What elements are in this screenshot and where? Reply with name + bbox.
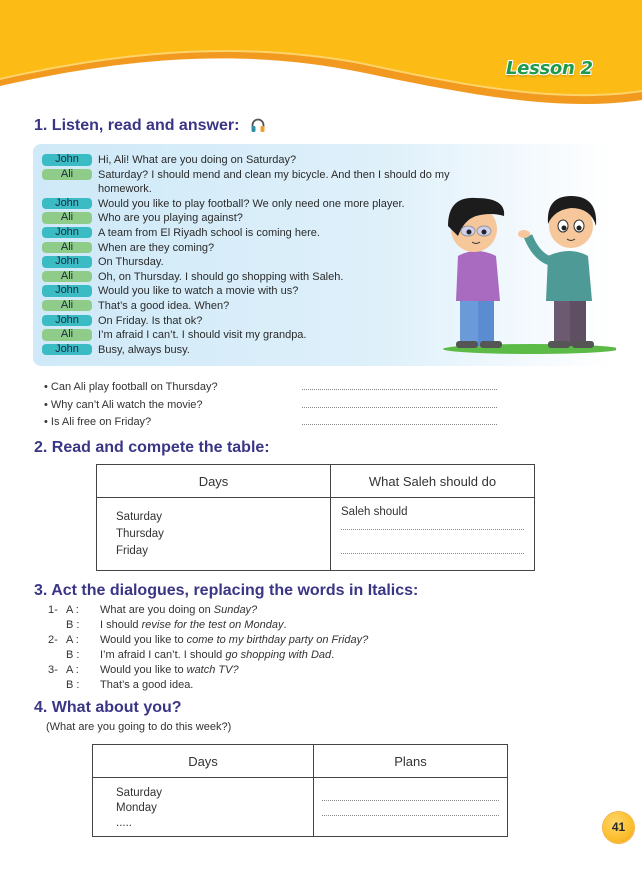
speaker-b-label: B :	[66, 679, 80, 691]
italic-text: go shopping with Dad	[225, 649, 332, 661]
speaker-b-label: B :	[66, 619, 80, 631]
answer-line[interactable]	[322, 778, 499, 801]
answer-line[interactable]	[302, 380, 497, 390]
section-4-note: (What are you going to do this week?)	[46, 721, 232, 733]
dialogue-line	[42, 168, 458, 197]
dialogue-line	[42, 255, 458, 270]
question-text: • Can Ali play football on Thursday?	[44, 381, 218, 393]
act-a-text	[100, 663, 239, 678]
dialogue-text: That’s a good idea. When?	[98, 299, 230, 312]
day-item: Saturday	[116, 511, 163, 523]
speaker-a-label: A :	[66, 664, 79, 676]
act-dialogues	[48, 603, 368, 693]
answer-line[interactable]	[302, 415, 497, 425]
act-number: 1-	[48, 604, 58, 616]
dialogue-text: Saturday? I should mend and clean my bicycle. And then I should do my homework.	[98, 168, 450, 195]
table-header-days: Days	[93, 745, 314, 778]
act-number-spacer	[48, 648, 66, 663]
speaker-badge: Ali	[42, 242, 92, 254]
table-header-days: Days	[97, 465, 331, 498]
dialogue-text: I’m afraid I can’t. I should visit my grandpa.	[98, 329, 307, 342]
act-number: 2-	[48, 634, 58, 646]
section-4-title: 4. What about you?	[34, 699, 182, 716]
characters-illustration	[436, 186, 616, 356]
dialogue-text: When are they coming?	[98, 241, 215, 254]
dialogue-text: Would you like to play football? We only need one more player.	[98, 197, 405, 210]
speaker-badge: John	[42, 285, 92, 297]
plain-text: I’m afraid I can’t. I should	[100, 649, 226, 661]
dialogue-text: On Thursday.	[98, 256, 164, 269]
speaker-badge: John	[42, 198, 92, 210]
act-b-text	[100, 648, 334, 663]
speaker-badge: Ali	[42, 300, 92, 312]
dialogue-text: On Friday. Is that ok?	[98, 314, 203, 327]
question-text: • Why can’t Ali watch the movie?	[44, 398, 203, 411]
plans-table	[92, 744, 508, 837]
plain-text: Would you like to	[100, 664, 187, 676]
answer-line[interactable]	[341, 518, 524, 530]
dialogue-text: Oh, on Thursday. I should go shopping with Saleh.	[98, 270, 344, 283]
act-line-b	[48, 678, 368, 693]
days-list	[97, 498, 330, 560]
dialogue-line	[42, 299, 458, 314]
plain-text: Would you like to	[100, 634, 187, 646]
day-item: .....	[116, 817, 132, 829]
question-text: • Is Ali free on Friday?	[44, 416, 152, 428]
dialogue-list	[42, 153, 458, 357]
answer-line[interactable]	[341, 530, 524, 554]
dialogue-text: Who are you playing against?	[98, 212, 243, 225]
plain-text: I should	[100, 619, 142, 631]
act-line-a	[48, 603, 368, 618]
act-number-spacer	[48, 678, 66, 693]
speaker-badge: John	[42, 344, 92, 356]
saleh-answers	[331, 498, 534, 570]
dialogue-line	[42, 270, 458, 285]
italic-text: come to my birthday party on Friday?	[186, 634, 369, 646]
dialogue-text: Would you like to watch a movie with us?	[98, 285, 299, 298]
act-b-text	[100, 678, 193, 693]
dialogue-line	[42, 284, 458, 299]
italic-text: revise for the test on Monday	[141, 619, 284, 631]
italic-text: watch TV?	[186, 664, 239, 676]
saleh-table	[96, 464, 535, 571]
act-number: 3-	[48, 664, 58, 676]
speaker-badge: John	[42, 154, 92, 166]
speaker-badge: Ali	[42, 271, 92, 283]
headphones-icon[interactable]	[250, 117, 266, 138]
comprehension-questions	[44, 380, 497, 433]
answer-prefix: Saleh should	[341, 506, 408, 518]
days-list	[93, 778, 313, 831]
plans-answers	[314, 778, 507, 836]
section-3-title: 3. Act the dialogues, replacing the words in Italics:	[34, 582, 419, 599]
question-row	[44, 415, 497, 433]
answer-line[interactable]	[302, 398, 497, 408]
dialogue-line	[42, 314, 458, 329]
act-line-b	[48, 648, 368, 663]
speaker-a-label: A :	[66, 604, 79, 616]
dialogue-text: Hi, Ali! What are you doing on Saturday?	[98, 154, 297, 166]
question-row	[44, 398, 497, 416]
speaker-a-label: A :	[66, 634, 79, 646]
plain-text: What are you doing on	[100, 604, 214, 616]
section-1-title	[34, 117, 266, 138]
table-header-what-saleh-should-do: What Saleh should do	[331, 465, 535, 498]
dialogue-line	[42, 241, 458, 256]
question-row	[44, 380, 497, 398]
speaker-badge: Ali	[42, 212, 92, 224]
page-number-badge: 41	[603, 812, 634, 843]
speaker-badge: Ali	[42, 169, 92, 181]
italic-text: Sunday?	[213, 604, 258, 616]
plain-text: That’s a good idea.	[100, 679, 194, 691]
speaker-badge: Ali	[42, 329, 92, 341]
lesson-label: Lesson 2	[506, 58, 593, 79]
dialogue-line	[42, 211, 458, 226]
day-item: Thursday	[116, 528, 164, 540]
plain-text: .	[283, 619, 287, 631]
act-a-text	[100, 603, 257, 618]
answer-line[interactable]	[322, 801, 499, 816]
day-item: Friday	[116, 545, 148, 557]
plain-text: .	[331, 649, 335, 661]
table-header-plans: Plans	[314, 745, 508, 778]
act-number-spacer	[48, 618, 66, 633]
act-line-b	[48, 618, 368, 633]
day-item: Saturday	[116, 787, 163, 799]
dialogue-line	[42, 153, 458, 168]
speaker-badge: John	[42, 227, 92, 239]
section-1-title-text: 1. Listen, read and answer:	[34, 117, 240, 134]
speaker-b-label: B :	[66, 649, 80, 661]
act-line-a	[48, 633, 368, 648]
act-a-text	[100, 633, 368, 648]
dialogue-line	[42, 343, 458, 358]
boy-with-curly-hair	[518, 196, 596, 348]
day-item: Monday	[116, 802, 157, 814]
act-line-a	[48, 663, 368, 678]
dialogue-line	[42, 197, 458, 212]
speaker-badge: John	[42, 315, 92, 327]
dialogue-text: Busy, always busy.	[98, 343, 190, 356]
act-b-text	[100, 618, 287, 633]
boy-with-glasses	[448, 198, 504, 348]
speaker-badge: John	[42, 256, 92, 268]
dialogue-text: A team from El Riyadh school is coming here.	[98, 226, 320, 239]
dialogue-line	[42, 226, 458, 241]
dialogue-line	[42, 328, 458, 343]
section-2-title: 2. Read and compete the table:	[34, 439, 270, 456]
